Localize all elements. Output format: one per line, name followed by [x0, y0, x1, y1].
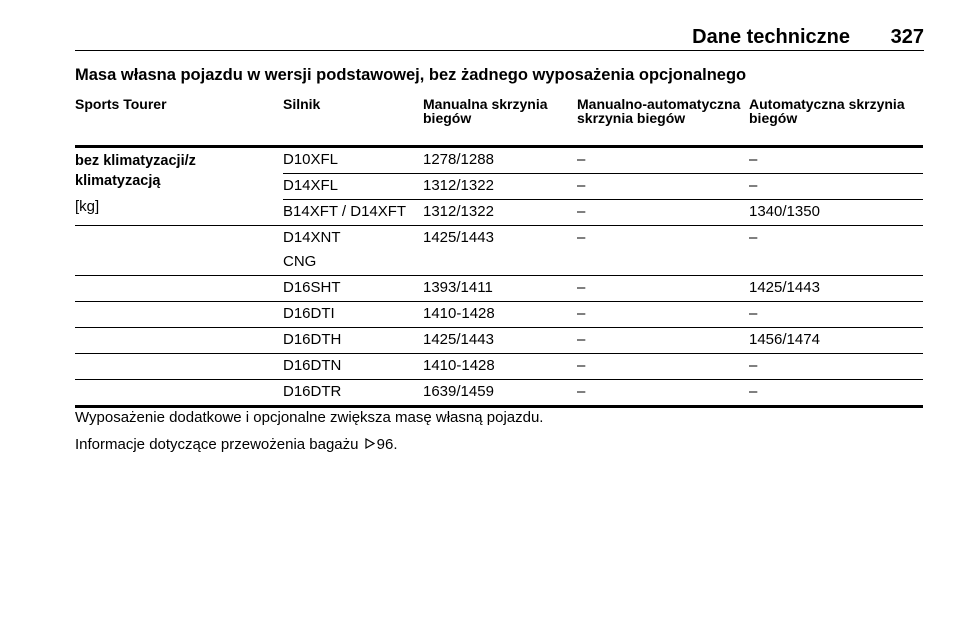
section-heading: Masa własna pojazdu w wersji podstawowej, bez żadnego wyposażenia opcjonalnego [75, 66, 747, 84]
engine-cell: D16DTN [283, 354, 423, 380]
note-luggage-text: Informacje dotyczące przewożenia bagażu [75, 436, 359, 453]
engine-name: D14XNT [283, 229, 341, 246]
automatic-cell: – [749, 147, 923, 174]
engine-cell: D14XFL [283, 174, 423, 200]
semi-auto-cell: – [577, 354, 749, 380]
col-header-automatic: Automatyczna skrzynia biegów [749, 97, 923, 147]
notes [75, 404, 543, 458]
manual-cell: 1410-1428 [423, 302, 577, 328]
page-header-title: Dane techniczne [692, 26, 850, 48]
table-row [75, 328, 923, 354]
note-luggage [75, 431, 543, 458]
manual-cell: 1312/1322 [423, 200, 577, 226]
group-label: bez klimatyzacji/z klimatyzacją [75, 153, 196, 189]
manual-cell: 1425/1443 [423, 328, 577, 354]
table-header-row [75, 97, 923, 147]
table-row [75, 380, 923, 407]
empty-cell [75, 302, 283, 328]
group-cell [75, 147, 283, 226]
engine-cell: D16SHT [283, 276, 423, 302]
empty-cell [75, 226, 283, 276]
engine-cell: B14XFT / D14XFT [283, 200, 423, 226]
note-luggage-page-link[interactable]: 96. [376, 436, 398, 453]
engine-cell [283, 226, 423, 276]
semi-auto-cell: – [577, 147, 749, 174]
automatic-cell: 1340/1350 [749, 200, 923, 226]
engine-cell: D10XFL [283, 147, 423, 174]
page-header [75, 26, 924, 51]
manual-cell: 1312/1322 [423, 174, 577, 200]
semi-auto-cell: – [577, 226, 749, 276]
semi-auto-cell: – [577, 174, 749, 200]
manual-cell: 1410-1428 [423, 354, 577, 380]
table-row [75, 226, 923, 276]
col-header-manual: Manualna skrzynia biegów [423, 97, 577, 147]
semi-auto-cell: – [577, 200, 749, 226]
engine-fuel: CNG [283, 253, 317, 270]
engine-cell: D16DTR [283, 380, 423, 407]
automatic-cell: 1456/1474 [749, 328, 923, 354]
note-equipment: Wyposażenie dodatkowe i opcjonalne zwiększa masę własną pojazdu. [75, 409, 544, 426]
table-row [75, 354, 923, 380]
empty-cell [75, 276, 283, 302]
manual-cell: 1278/1288 [423, 147, 577, 174]
automatic-cell: 1425/1443 [749, 276, 923, 302]
semi-auto-cell: – [577, 328, 749, 354]
manual-cell: 1639/1459 [423, 380, 577, 407]
automatic-cell: – [749, 174, 923, 200]
page-number: 327 [890, 26, 924, 48]
semi-auto-cell: – [577, 302, 749, 328]
automatic-cell: – [749, 354, 923, 380]
engine-cell: D16DTI [283, 302, 423, 328]
weight-table [75, 97, 923, 408]
automatic-cell: – [749, 380, 923, 407]
engine-cell: D16DTH [283, 328, 423, 354]
semi-auto-cell: – [577, 380, 749, 407]
table-row [75, 147, 923, 174]
empty-cell [75, 328, 283, 354]
table-row [75, 276, 923, 302]
empty-cell [75, 354, 283, 380]
triangle-right-outline-icon [365, 431, 375, 458]
col-header-semi-auto: Manualno-automatyczna skrzynia biegów [577, 97, 749, 147]
manual-cell: 1425/1443 [423, 226, 577, 276]
semi-auto-cell: – [577, 276, 749, 302]
automatic-cell: – [749, 302, 923, 328]
col-header-engine: Silnik [283, 97, 423, 147]
manual-cell: 1393/1411 [423, 276, 577, 302]
group-unit: [kg] [75, 198, 100, 215]
table-row [75, 302, 923, 328]
empty-cell [75, 380, 283, 407]
automatic-cell: – [749, 226, 923, 276]
col-header-model: Sports Tourer [75, 97, 283, 147]
